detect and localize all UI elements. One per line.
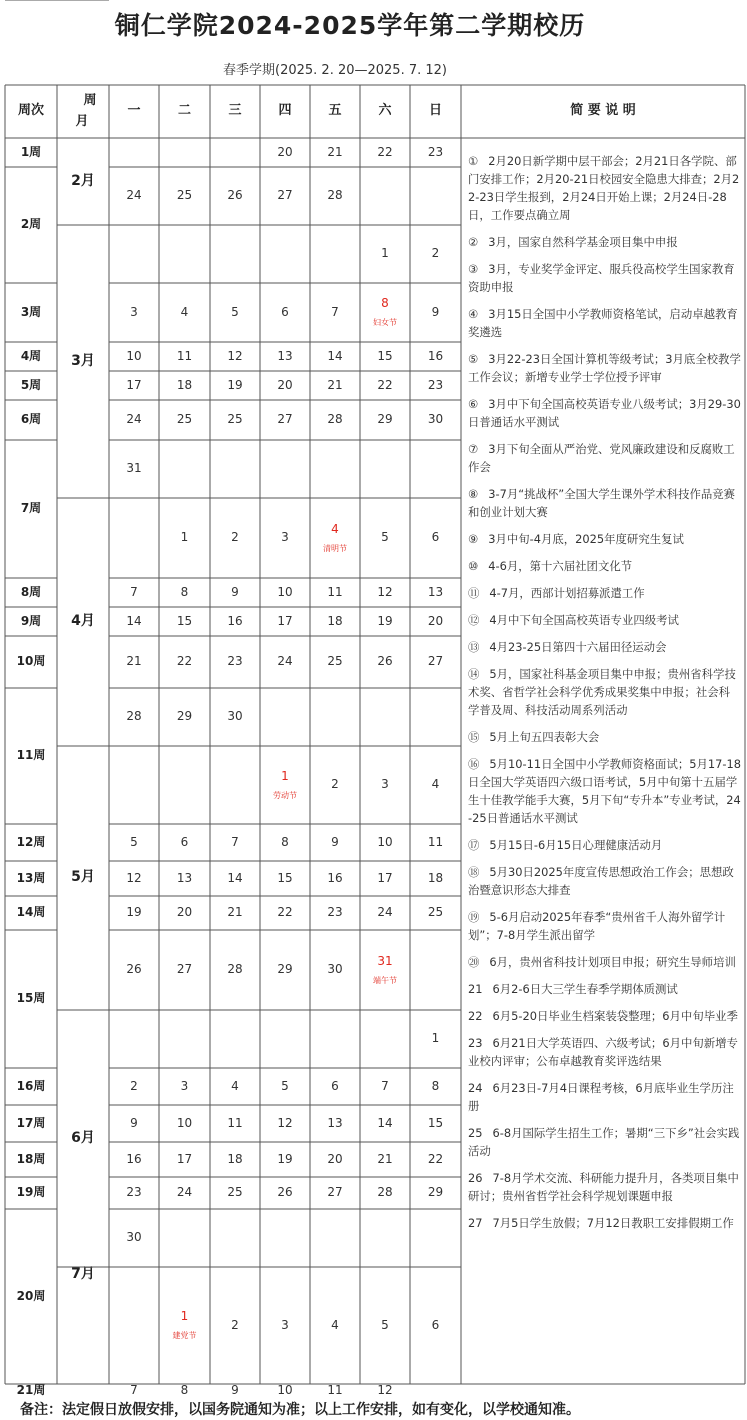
week-label: 8周	[20, 584, 42, 599]
day-cell: 28	[327, 412, 343, 427]
holiday-cell: 1 劳动节	[273, 768, 297, 800]
month-label: 7月	[71, 1266, 95, 1282]
day-cell: 23	[327, 905, 343, 920]
week-label: 6周	[20, 412, 42, 427]
note-item	[468, 1124, 741, 1160]
note-text: 3月中旬-4月底，2025年度研究生复试	[488, 532, 684, 546]
note-text: 2月20日新学期中层干部会；2月21日各学院、部门安排工作；2月20-21日校园安全隐患大排查；2月22-23日学生报到，2月24日开始上课；2月24日-28日，工作要点确立周	[468, 154, 740, 222]
day-cell: 2	[331, 777, 339, 792]
day-cell: 30	[126, 1230, 142, 1245]
day-cell: 1	[180, 530, 189, 545]
week-label: 1周	[20, 144, 42, 159]
month-label: 5月	[71, 869, 95, 886]
header-day: 二	[177, 103, 191, 119]
header-day: 五	[328, 103, 342, 119]
week-label: 19周	[16, 1185, 46, 1200]
day-cell: 24	[377, 905, 393, 920]
header-notes: 简 要 说 明	[570, 103, 636, 119]
day-cell: 2	[431, 246, 440, 261]
day-cell: 7	[130, 1383, 138, 1397]
day-cell: 6	[331, 1078, 339, 1093]
week-label: 12周	[16, 834, 46, 849]
header-day: 三	[228, 103, 242, 119]
note-number: ⑬	[468, 640, 480, 654]
note-item	[468, 350, 741, 386]
day-cell: 15	[277, 870, 293, 885]
note-text: 3月22-23日全国计算机等级考试；3月底全校教学工作会议；新增专业学士学位授予评审	[468, 352, 741, 384]
day-cell: 26	[126, 962, 142, 977]
day-cell: 22	[277, 905, 293, 920]
note-number: ⑰	[468, 838, 480, 852]
day-cell: 18	[327, 613, 343, 628]
day-cell: 8	[180, 1383, 189, 1397]
note-item	[468, 953, 741, 971]
day-cell: 15	[176, 613, 193, 628]
day-cell: 13	[327, 1115, 343, 1130]
day-cell: 16	[227, 613, 243, 628]
day-cell: 15	[427, 1115, 444, 1130]
note-item	[468, 260, 741, 296]
day-cell: 5	[231, 304, 239, 319]
day-cell: 5	[381, 1317, 389, 1332]
day-cell: 14	[126, 613, 142, 628]
day-cell: 6	[180, 834, 189, 849]
week-label: 18周	[16, 1151, 46, 1166]
day-cell: 11	[327, 1383, 343, 1397]
week-label: 10周	[16, 654, 46, 669]
day-cell: 16	[126, 1151, 142, 1166]
day-cell: 22	[377, 377, 393, 392]
day-cell: 19	[277, 1151, 293, 1166]
note-text: 6月，贵州省科技计划项目申报；研究生导师培训	[489, 955, 736, 969]
day-cell: 22	[176, 654, 193, 669]
note-item	[468, 1214, 741, 1232]
week-label: 16周	[16, 1078, 46, 1093]
day-cell: 2	[130, 1078, 138, 1093]
day-cell: 4	[180, 304, 189, 319]
note-item	[468, 557, 741, 575]
header-month: 周 月	[75, 93, 97, 129]
day-cell: 4	[431, 777, 440, 792]
day-cell: 8	[180, 584, 189, 599]
month-label: 2月	[71, 172, 95, 189]
week-label: 13周	[16, 870, 46, 885]
day-cell: 27	[176, 962, 193, 977]
note-number: ⑮	[468, 730, 480, 744]
note-text: 4-7月，西部计划招募派遣工作	[489, 586, 645, 600]
note-text: 6-8月国际学生招生工作；暑期“三下乡”社会实践活动	[468, 1126, 740, 1158]
day-cell: 23	[126, 1185, 142, 1200]
day-cell: 18	[227, 1151, 243, 1166]
day-cell: 7	[381, 1078, 389, 1093]
note-text: 4月23-25日第四十六届田径运动会	[489, 640, 667, 654]
note-text: 3月下旬全面从严治党、党风廉政建设和反腐败工作会	[468, 442, 735, 474]
day-cell: 25	[176, 188, 193, 203]
note-item	[468, 908, 741, 944]
day-cell: 20	[176, 905, 193, 920]
day-cell: 1	[381, 246, 389, 261]
note-item	[468, 638, 741, 656]
week-label: 11周	[16, 748, 46, 763]
note-number: ⑧	[468, 487, 479, 501]
note-item	[468, 755, 741, 827]
day-cell: 20	[277, 377, 293, 392]
header-day: 日	[428, 103, 442, 119]
week-label: 5周	[20, 377, 42, 392]
note-number: 21	[468, 982, 483, 996]
day-cell: 27	[277, 188, 293, 203]
day-cell: 27	[327, 1185, 343, 1200]
day-cell: 14	[377, 1115, 393, 1130]
day-cell: 12	[377, 584, 393, 599]
day-cell: 28	[227, 962, 243, 977]
day-cell: 21	[377, 1151, 393, 1166]
week-label: 20周	[16, 1288, 46, 1303]
note-item	[468, 611, 741, 629]
day-cell: 6	[281, 304, 289, 319]
day-cell: 10	[377, 834, 393, 849]
note-text: 7-8月学术交流、科研能力提升月，各类项目集中研讨；贵州省哲学社会科学规划课题申报	[468, 1171, 739, 1203]
day-cell: 17	[126, 377, 142, 392]
day-cell: 25	[227, 1185, 243, 1200]
day-cell: 28	[126, 709, 142, 724]
day-cell: 2	[231, 1317, 239, 1332]
week-label: 7周	[20, 501, 42, 516]
note-item	[468, 728, 741, 746]
day-cell: 24	[126, 188, 142, 203]
note-text: 3月，国家自然科学基金项目集中申报	[488, 235, 678, 249]
day-cell: 12	[126, 870, 142, 885]
day-cell: 20	[277, 144, 293, 159]
note-text: 3月，专业奖学金评定、服兵役高校学生国家教育资助申报	[468, 262, 735, 294]
week-label: 14周	[16, 905, 46, 920]
day-cell: 16	[327, 870, 343, 885]
week-label: 17周	[16, 1115, 46, 1130]
day-cell: 9	[130, 1115, 138, 1130]
day-cell: 10	[176, 1115, 193, 1130]
day-cell: 27	[427, 654, 444, 669]
day-cell: 10	[277, 1383, 293, 1397]
holiday-cell: 4 清明节	[323, 521, 347, 553]
note-text: 6月5-20日毕业生档案装袋整理；6月中旬毕业季	[492, 1009, 738, 1023]
week-label: 15周	[16, 991, 46, 1006]
day-cell: 17	[377, 870, 393, 885]
day-cell: 9	[231, 1383, 239, 1397]
note-item	[468, 233, 741, 251]
note-text: 3月15日全国中小学教师资格笔试，启动卓越教育奖遴选	[468, 307, 738, 339]
day-cell: 11	[427, 834, 444, 849]
note-text: 7月5日学生放假；7月12日教职工安排假期工作	[492, 1216, 734, 1230]
day-cell: 9	[331, 834, 339, 849]
note-text: 5月上旬五四表彰大会	[489, 730, 600, 744]
header-day: 一	[127, 103, 141, 119]
day-cell: 22	[377, 144, 393, 159]
note-text: 5月15日-6月15日心理健康活动月	[489, 838, 663, 852]
day-cell: 28	[377, 1185, 393, 1200]
day-cell: 4	[331, 1317, 339, 1332]
day-cell: 28	[327, 188, 343, 203]
day-cell: 3	[180, 1078, 189, 1093]
day-cell: 19	[126, 905, 142, 920]
note-item	[468, 665, 741, 719]
day-cell: 14	[327, 348, 343, 363]
day-cell: 10	[126, 348, 142, 363]
note-item	[468, 305, 741, 341]
note-text: 5月30日2025年度宣传思想政治工作会；思想政治暨意识形态大排查	[468, 865, 734, 897]
day-cell: 20	[327, 1151, 343, 1166]
month-label: 3月	[71, 352, 95, 369]
note-item	[468, 836, 741, 854]
week-label: 4周	[20, 348, 42, 363]
note-number: ②	[468, 235, 479, 249]
note-item	[468, 980, 741, 998]
day-cell: 16	[427, 348, 444, 363]
note-number: 22	[468, 1009, 483, 1023]
note-text: 5月10-11日全国中小学教师资格面试；5月17-18日全国大学英语四六级口语考试，5月中旬第十五届学生十佳教学能手大赛，5月下旬“专升本”专业考试，24-25日普通话水平测试	[468, 757, 741, 825]
day-cell: 30	[327, 962, 343, 977]
day-cell: 24	[176, 1185, 193, 1200]
day-cell: 26	[377, 654, 393, 669]
week-label: 21周	[16, 1383, 46, 1397]
day-cell: 5	[381, 530, 389, 545]
day-cell: 3	[130, 304, 138, 319]
day-cell: 18	[176, 377, 193, 392]
day-cell: 29	[377, 412, 393, 427]
note-number: ⑲	[468, 910, 480, 924]
day-cell: 17	[176, 1151, 193, 1166]
note-number: 27	[468, 1216, 483, 1230]
note-number: ⑩	[468, 559, 479, 573]
day-cell: 22	[427, 1151, 444, 1166]
day-cell: 20	[427, 613, 444, 628]
note-number: ⑨	[468, 532, 479, 546]
day-cell: 2	[231, 530, 239, 545]
note-item	[468, 584, 741, 602]
day-cell: 9	[431, 304, 440, 319]
holiday-cell: 8 妇女节	[373, 296, 397, 328]
day-cell: 26	[227, 188, 243, 203]
day-cell: 5	[281, 1078, 289, 1093]
header-day: 四	[278, 103, 292, 119]
semester-subtitle: 春季学期(2025. 2. 20—2025. 7. 12)	[223, 63, 447, 78]
note-number: ⑯	[468, 757, 480, 771]
note-number: ⑪	[468, 586, 480, 600]
day-cell: 29	[176, 709, 193, 724]
holiday-cell: 1 建党节	[172, 1309, 197, 1341]
day-cell: 23	[427, 377, 444, 392]
note-number: ④	[468, 307, 479, 321]
note-text: 5-6月启动2025年春季“贵州省千人海外留学计划”；7-8月学生派出留学	[468, 910, 726, 942]
day-cell: 30	[427, 412, 444, 427]
day-cell: 8	[281, 834, 289, 849]
day-cell: 24	[277, 654, 293, 669]
week-label: 2周	[20, 217, 42, 232]
note-item	[468, 395, 741, 431]
note-item	[468, 1079, 741, 1115]
note-item	[468, 530, 741, 548]
note-item	[468, 1034, 741, 1070]
day-cell: 23	[227, 654, 243, 669]
day-cell: 19	[377, 613, 393, 628]
note-number: ⑱	[468, 865, 480, 879]
day-cell: 4	[231, 1078, 239, 1093]
note-number: ⑦	[468, 442, 479, 456]
day-cell: 21	[126, 654, 142, 669]
day-cell: 12	[227, 348, 243, 363]
day-cell: 13	[176, 870, 193, 885]
note-text: 3月中下旬全国高校英语专业八级考试；3月29-30日普通话水平测试	[468, 397, 741, 429]
day-cell: 10	[277, 584, 293, 599]
footnote: 备注：法定假日放假安排，以国务院通知为准；以上工作安排，如有变化，以学校通知准。	[20, 1402, 580, 1418]
day-cell: 17	[277, 613, 293, 628]
day-cell: 25	[176, 412, 193, 427]
month-label: 4月	[71, 613, 95, 630]
note-text: 6月2-6日大三学生春季学期体质测试	[492, 982, 678, 996]
day-cell: 12	[377, 1383, 393, 1397]
note-number: ⑳	[468, 955, 480, 969]
note-number: 25	[468, 1126, 483, 1140]
day-cell: 13	[277, 348, 293, 363]
day-cell: 30	[227, 709, 243, 724]
day-cell: 25	[227, 412, 243, 427]
day-cell: 3	[281, 1317, 289, 1332]
day-cell: 21	[227, 905, 243, 920]
note-number: ①	[468, 154, 479, 168]
day-cell: 7	[130, 584, 138, 599]
note-item	[468, 1169, 741, 1205]
week-label: 9周	[20, 613, 42, 628]
day-cell: 29	[427, 1185, 444, 1200]
page-title: 铜仁学院2024-2025学年第二学期校历	[114, 11, 586, 40]
day-cell: 15	[377, 348, 393, 363]
day-cell: 11	[327, 584, 343, 599]
day-cell: 11	[176, 348, 193, 363]
day-cell: 7	[331, 304, 339, 319]
note-text: 3-7月“挑战杯”全国大学生课外学术科技作品竞赛和创业计划大赛	[468, 487, 736, 519]
note-number: ⑫	[468, 613, 480, 627]
holiday-cell: 31 端午节	[373, 953, 397, 985]
note-item	[468, 1007, 741, 1025]
day-cell: 6	[431, 530, 440, 545]
day-cell: 24	[126, 412, 142, 427]
day-cell: 21	[327, 144, 343, 159]
note-number: ⑥	[468, 397, 479, 411]
day-cell: 26	[277, 1185, 293, 1200]
day-cell: 27	[277, 412, 293, 427]
day-cell: 7	[231, 834, 239, 849]
note-text: 6月21日大学英语四、六级考试；6月中旬新增专业校内评审；公布卓越教育奖评选结果	[468, 1036, 738, 1068]
day-cell: 29	[277, 962, 293, 977]
week-label: 3周	[20, 304, 42, 319]
note-text: 6月23日-7月4日课程考核，6月底毕业生学历注册	[468, 1081, 734, 1113]
day-cell: 12	[277, 1115, 293, 1130]
note-text: 4-6月，第十六届社团文化节	[488, 559, 633, 573]
month-label: 6月	[71, 1129, 95, 1146]
day-cell: 23	[427, 144, 444, 159]
note-number: 26	[468, 1171, 483, 1185]
day-cell: 8	[431, 1078, 440, 1093]
note-number: 24	[468, 1081, 483, 1095]
header-day: 六	[378, 103, 392, 119]
note-number: ⑤	[468, 352, 479, 366]
note-number: ⑭	[468, 667, 480, 681]
notes-column	[461, 138, 745, 1384]
note-number: ③	[468, 262, 479, 276]
day-cell: 9	[231, 584, 239, 599]
note-item	[468, 863, 741, 899]
day-cell: 18	[427, 870, 444, 885]
day-cell: 14	[227, 870, 243, 885]
day-cell: 25	[427, 905, 444, 920]
note-number: 23	[468, 1036, 483, 1050]
day-cell: 1	[431, 1031, 440, 1046]
note-item	[468, 440, 741, 476]
day-cell: 11	[227, 1115, 243, 1130]
note-text: 5月，国家社科基金项目集中申报；贵州省科学技术奖、省哲学社会科学优秀成果奖集中申报；社会科学普及周、科技活动周系列活动	[468, 667, 736, 717]
day-cell: 6	[431, 1317, 440, 1332]
header-week: 周次	[17, 103, 44, 119]
note-item	[468, 485, 741, 521]
note-item	[468, 152, 741, 224]
day-cell: 5	[130, 834, 138, 849]
day-cell: 21	[327, 377, 343, 392]
day-cell: 25	[327, 654, 343, 669]
note-text: 4月中下旬全国高校英语专业四级考试	[489, 613, 679, 627]
day-cell: 13	[427, 584, 444, 599]
day-cell: 3	[281, 530, 289, 545]
day-cell: 3	[381, 777, 389, 792]
day-cell: 19	[227, 377, 243, 392]
day-cell: 31	[126, 461, 142, 476]
